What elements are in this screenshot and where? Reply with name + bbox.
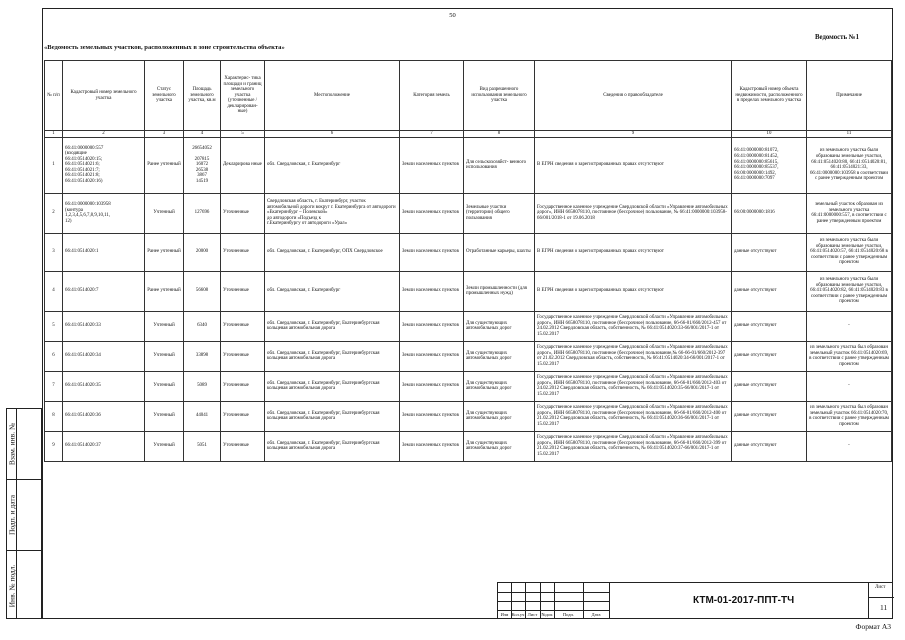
- table-cell: данные отсутствуют: [732, 233, 807, 271]
- header-cell: Категория земель: [400, 61, 464, 131]
- table-cell: 66:41:0514020:36: [63, 401, 145, 431]
- table-cell: Уточненные: [221, 341, 265, 371]
- table-cell: Земельные участки (территории) общего пользования: [464, 193, 535, 233]
- table-cell: 5: [45, 311, 63, 341]
- table-cell: из земельного участка были образованы земельные участки, 66:41:0514020:80, 66:41:0514020:81, 66:41:0514021:33, 66:41:0000000:103958 в соответствии с ранее утвержденным проектом: [807, 137, 892, 193]
- table-cell: Государственное казенное учреждение Свердловской области «Управление автомобильных дорог», ИНН 6658078110, постоянное (бессрочное) пользование,№ 66-66-01/660/2012-397 от 21.02.2012 Свердловская область, собственность, № 66:41:0514020:34-66/001/2017-1 от 15.02.2017: [535, 341, 732, 371]
- table-cell: 127696: [184, 193, 221, 233]
- table-cell: Учтенный: [145, 371, 184, 401]
- page-number: 50: [449, 12, 456, 19]
- table-cell: Земли населенных пунктов: [400, 401, 464, 431]
- table-cell: из земельного участка были образованы земельные участки, 66:41:0514020:82, 66:41:0514020:83 в соответствии с ранее утвержденным проектом: [807, 271, 892, 311]
- header-cell: Вид разрешенного использования земельного участка: [464, 61, 535, 131]
- document-title: «Ведомость земельных участков, расположенных в зоне строительства объекта»: [44, 44, 285, 51]
- table-cell: -: [807, 431, 892, 461]
- binding-strip: [6, 408, 42, 619]
- table-cell: 66:41:0514020:1: [63, 233, 145, 271]
- table-cell: данные отсутствуют: [732, 311, 807, 341]
- table-cell: Земли населенных пунктов: [400, 341, 464, 371]
- table-cell: Учтенный: [145, 311, 184, 341]
- table-cell: 66:00:0000000:1816: [732, 193, 807, 233]
- table-cell: В ЕГРН сведения о зарегистрированных правах отсутствуют: [535, 233, 732, 271]
- column-number-row: [45, 131, 892, 138]
- table-cell: Уточненные: [221, 401, 265, 431]
- stamp-label-list: Лист: [527, 612, 538, 617]
- table-cell: Уточненные: [221, 311, 265, 341]
- table-cell: данные отсутствуют: [732, 371, 807, 401]
- table-cell: данные отсутствуют: [732, 431, 807, 461]
- table-cell: 26654052 207815 16072 26538 3867 14519: [184, 137, 221, 193]
- table-cell: 9: [45, 431, 63, 461]
- table-cell: Государственное казенное учреждение Свердловской области «Управление автомобильных дорог», ИНН 6658078110, постоянное (бессрочное) пользование, 66-66-01/660/2012-457 от 24.02.2012 Свердловская область, собственность, № 66:41:0514020:33-66/001/2017-1 от 15.02.2017: [535, 311, 732, 341]
- table-cell: 2: [45, 193, 63, 233]
- header-cell: Местоположение: [265, 61, 400, 131]
- table-cell: Уточненные: [221, 271, 265, 311]
- paper-format: Формат А3: [855, 622, 891, 631]
- table-cell: 66:41:0000000:557 (входящие 66:41:0514020:15; 66:41:0514021:6; 66:41:0514021:7; 66:41:0514021:8; 66:41:0514020:16): [63, 137, 145, 193]
- column-number: 3: [145, 131, 184, 138]
- table-cell: 66:41:0514020:7: [63, 271, 145, 311]
- table-cell: -: [807, 371, 892, 401]
- inv-replaced-label: Взам. инв. №: [7, 422, 16, 466]
- table-cell: Ранее учтенный: [145, 137, 184, 193]
- table-row: [45, 233, 892, 271]
- table-row: [45, 371, 892, 401]
- stamp-label-ndoc: №док: [541, 612, 553, 617]
- sign-date-label: Подп. и дата: [7, 494, 16, 536]
- table-cell: 66:41:0514020:34: [63, 341, 145, 371]
- table-cell: обл. Свердловская, г. Екатеринбург, Екатеринбургская кольцевая автомобильная дорога: [265, 401, 400, 431]
- table-row: [45, 137, 892, 193]
- table-cell: В ЕГРН сведения о зарегистрированных правах отсутствуют: [535, 137, 732, 193]
- table-cell: Для существующих автомобильных дорог: [464, 341, 535, 371]
- table-cell: Государственное казенное учреждение Свердловской области «Управление автомобильных дорог», ИНН 6658078110, постоянное (бессрочное) пользование, № 66:41:0000000:103958-66/001/2018-1 от 19.06.2018: [535, 193, 732, 233]
- table-row: [45, 431, 892, 461]
- side-label-column: [6, 408, 17, 619]
- sheet-number: 11: [880, 603, 888, 612]
- stamp-label-izm: Изм: [500, 612, 509, 617]
- table-cell: Свердловская область, г. Екатеринбург, участок автомобильной дороги вокруг г. Екатеринбурга от автодороги «Екатеринбург – Полевской» до автодороги «Подъезд к г.Екатеринбургу от автодороги «Урал»: [265, 193, 400, 233]
- column-number: 2: [63, 131, 145, 138]
- side-value-column: [17, 408, 42, 619]
- table-cell: Для существующих автомобильных дорог: [464, 401, 535, 431]
- table-cell: обл. Свердловская, г. Екатеринбург, Екатеринбургская кольцевая автомобильная дорога: [265, 371, 400, 401]
- table-cell: Отработанные карьеры, шахты: [464, 233, 535, 271]
- header-cell: Примечание: [807, 61, 892, 131]
- statement-number: Ведомость №1: [815, 34, 859, 41]
- table-cell: 6340: [184, 311, 221, 341]
- column-number: 4: [184, 131, 221, 138]
- header-cell: Характерис- тика площади и границ земельного участка (уточненные / декларирован- ные): [221, 61, 265, 131]
- table-cell: 6: [45, 341, 63, 371]
- stamp-label-kolich: Кол.уч: [511, 612, 525, 617]
- table-cell: 66:41:0514020:37: [63, 431, 145, 461]
- table-row: [45, 341, 892, 371]
- table-cell: 66:41:0000000:81072, 66:41:0000000:81452, 66:41:0000000:85615, 66:41:0000000:85537, 66:00:0000000:1492, 66:41:0000000:7097: [732, 137, 807, 193]
- header-cell: Кадастровый номер земельного участка: [63, 61, 145, 131]
- table-cell: 5051: [184, 431, 221, 461]
- table-cell: 66:41:0000000:103958 (контура 1,2,3,4,5,6,7,8,9,10,11, 12): [63, 193, 145, 233]
- table-cell: Государственное казенное учреждение Свердловской области «Управление автомобильных дорог», ИНН 6658078110, постоянное (бессрочное) пользование, 66-66-01/660/2012-400 от 21.02.2012 Свердловская область, собственность, № 66:41:0514020:36-66/001/2017-1 от 15.02.2017: [535, 401, 732, 431]
- table-cell: обл. Свердловская, г. Екатеринбург, ОПХ Свердловское: [265, 233, 400, 271]
- column-number: 7: [400, 131, 464, 138]
- table-cell: Земли населенных пунктов: [400, 193, 464, 233]
- table-cell: 4: [45, 271, 63, 311]
- table-cell: Земли населенных пунктов: [400, 233, 464, 271]
- table-cell: Государственное казенное учреждение Свердловской области «Управление автомобильных дорог», ИНН 6658078110, постоянное (бессрочное) пользование, 66-66-01/660/2012-403 от 24.02.2012 Свердловская область, собственность, № 66:41:0514020:35-66/001/2017-1 от 15.02.2017: [535, 371, 732, 401]
- table-cell: обл. Свердловская, г. Екатеринбург: [265, 137, 400, 193]
- table-cell: обл. Свердловская, г. Екатеринбург, Екатеринбургская кольцевая автомобильная дорога: [265, 341, 400, 371]
- table-cell: Учтенный: [145, 193, 184, 233]
- table-cell: 20000: [184, 233, 221, 271]
- table-cell: Учтенный: [145, 431, 184, 461]
- table-cell: из земельного участка был образован земельный участок 66:41:0514020:69, в соответствии с ранее утвержденным проектом: [807, 341, 892, 371]
- column-number: 10: [732, 131, 807, 138]
- table-row: [45, 311, 892, 341]
- table-cell: Для существующих автомобильных дорог: [464, 311, 535, 341]
- table-cell: В ЕГРН сведения о зарегистрированных правах отсутствуют: [535, 271, 732, 311]
- table-cell: Земли промышленности (для промышленных нужд): [464, 271, 535, 311]
- table-cell: обл. Свердловская, г. Екатеринбург: [265, 271, 400, 311]
- table-cell: Для существующих автомобильных дорог: [464, 371, 535, 401]
- table-cell: Земли населенных пунктов: [400, 271, 464, 311]
- header-cell: Статус земельного участка: [145, 61, 184, 131]
- header-row: [45, 61, 892, 131]
- header-cell: № п/п: [45, 61, 63, 131]
- table-cell: Для существующих автомобильных дорог: [464, 431, 535, 461]
- column-number: 11: [807, 131, 892, 138]
- title-block: [497, 582, 893, 619]
- column-number: 5: [221, 131, 265, 138]
- header-cell: Кадастровый номер объекта недвижимости, расположенного в пределах земельного участка: [732, 61, 807, 131]
- column-number: 1: [45, 131, 63, 138]
- table-cell: Учтенный: [145, 401, 184, 431]
- header-cell: Сведения о правообладателе: [535, 61, 732, 131]
- table-cell: 66:41:0514020:33: [63, 311, 145, 341]
- table-cell: данные отсутствуют: [732, 401, 807, 431]
- table-cell: Земли населенных пунктов: [400, 371, 464, 401]
- inv-orig-label: Инв. № подл.: [7, 564, 16, 607]
- table-cell: Уточненные: [221, 431, 265, 461]
- table-cell: Земли населенных пунктов: [400, 311, 464, 341]
- table-cell: данные отсутствуют: [732, 341, 807, 371]
- table-cell: данные отсутствуют: [732, 271, 807, 311]
- table-cell: Для сельскохозяйст- венного использования: [464, 137, 535, 193]
- table-cell: 8: [45, 401, 63, 431]
- table-cell: Ранее учтенный: [145, 271, 184, 311]
- land-plots-table: [44, 60, 892, 462]
- column-number: 6: [265, 131, 400, 138]
- document-code: КТМ-01-2017-ППТ-ТЧ: [693, 595, 795, 606]
- table-cell: Учтенный: [145, 341, 184, 371]
- table-cell: из земельного участка был образован земельный участок 66:41:0514020:70, в соответствии с ранее утвержденным проектом: [807, 401, 892, 431]
- sheet-label: Лист: [875, 585, 886, 590]
- table-cell: 7: [45, 371, 63, 401]
- table-cell: 56608: [184, 271, 221, 311]
- stamp-label-podp: Подп.: [562, 612, 575, 617]
- table-cell: 44041: [184, 401, 221, 431]
- table-cell: 3: [45, 233, 63, 271]
- table-cell: Декларирова нные: [221, 137, 265, 193]
- table-row: [45, 401, 892, 431]
- table-cell: 33898: [184, 341, 221, 371]
- table-cell: земельный участок образован из земельного участка 66:41:0000000:557, в соответствии с ранее утвержденным проектом: [807, 193, 892, 233]
- table-cell: обл. Свердловская, г. Екатеринбург, Екатеринбургская кольцевая автомобильная дорога: [265, 311, 400, 341]
- column-number: 8: [464, 131, 535, 138]
- table-cell: обл. Свердловская, г. Екатеринбург, Екатеринбургская кольцевая автомобильная дорога: [265, 431, 400, 461]
- table-cell: -: [807, 311, 892, 341]
- table-cell: Ранее учтенный: [145, 233, 184, 271]
- column-number: 9: [535, 131, 732, 138]
- table-cell: 5089: [184, 371, 221, 401]
- table-cell: из земельного участка были образованы земельные участки, 66:41:0514020:57, 66:41:0514020:68 в соответствии с ранее утвержденным проектом: [807, 233, 892, 271]
- table-cell: 1: [45, 137, 63, 193]
- table-cell: Уточненные: [221, 233, 265, 271]
- table-row: [45, 193, 892, 233]
- table-row: [45, 271, 892, 311]
- table-cell: Земли населенных пунктов: [400, 431, 464, 461]
- header-cell: Площадь земельного участка, кв.м: [184, 61, 221, 131]
- table-cell: Уточненные: [221, 371, 265, 401]
- table-cell: Государственное казенное учреждение Свердловской области «Управление автомобильных дорог», ИНН 6658078110, постоянное (бессрочное) пользование, 66-66-01/660/2012-399 от 21.02.2012 Свердловская область, собственность, № 66:41:0514020:37-66/001/2017-1 от 15.02.2017: [535, 431, 732, 461]
- table-cell: Уточненные: [221, 193, 265, 233]
- table-cell: Земли населенных пунктов: [400, 137, 464, 193]
- table-cell: 66:41:0514020:35: [63, 371, 145, 401]
- stamp-label-date: Дата: [591, 612, 601, 617]
